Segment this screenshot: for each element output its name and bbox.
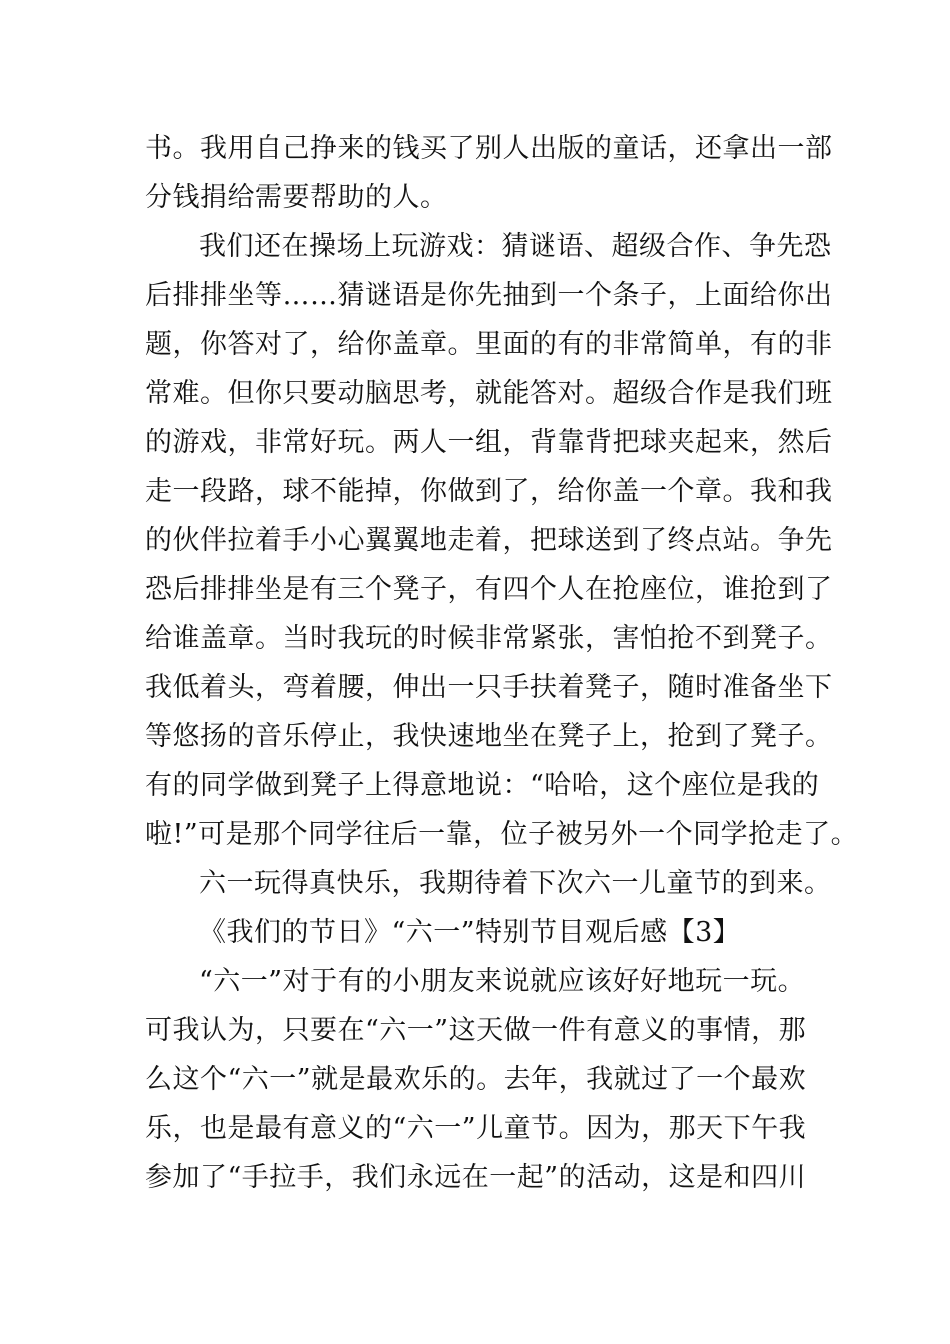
text-line: 乐，也是最有意义的“六一”儿童节。因为，那天下午我	[145, 1113, 807, 1144]
text-line: 等悠扬的音乐停止，我快速地坐在凳子上，抢到了凳子。	[145, 721, 833, 752]
paragraph-start-line: 六一玩得真快乐，我期待着下次六一儿童节的到来。	[199, 868, 832, 899]
text-line: 题，你答对了，给你盖章。里面的有的非常简单，有的非	[145, 329, 833, 360]
text-line: 啦!”可是那个同学往后一靠，位子被另外一个同学抢走了。	[145, 819, 859, 850]
text-line: 参加了“手拉手，我们永远在一起”的活动，这是和四川	[145, 1162, 807, 1193]
text-line: 常难。但你只要动脑思考，就能答对。超级合作是我们班	[145, 378, 833, 409]
text-line: 有的同学做到凳子上得意地说：“哈哈，这个座位是我的	[145, 770, 820, 801]
text-line: 可我认为，只要在“六一”这天做一件有意义的事情，那	[145, 1015, 807, 1046]
text-line: 分钱捐给需要帮助的人。	[145, 182, 448, 213]
text-line: 我低着头，弯着腰，伸出一只手扶着凳子，随时准备坐下	[145, 672, 833, 703]
text-line: 的游戏，非常好玩。两人一组，背靠背把球夹起来，然后	[145, 427, 833, 458]
text-line: 给谁盖章。当时我玩的时候非常紧张，害怕抢不到凳子。	[145, 623, 833, 654]
essay-text	[145, 124, 859, 1202]
text-line: 的伙伴拉着手小心翼翼地走着，把球送到了终点站。争先	[145, 525, 833, 556]
text-line: 后排排坐等……猜谜语是你先抽到一个条子，上面给你出	[145, 280, 833, 311]
section-heading: 《我们的节日》“六一”特别节目观后感【3】	[199, 917, 741, 948]
text-line: 书。我用自己挣来的钱买了别人出版的童话，还拿出一部	[145, 133, 833, 164]
paragraph-start-line: 我们还在操场上玩游戏：猜谜语、超级合作、争先恐	[199, 231, 832, 262]
text-line: 么这个“六一”就是最欢乐的。去年，我就过了一个最欢	[145, 1064, 807, 1095]
text-line: 恐后排排坐是有三个凳子，有四个人在抢座位，谁抢到了	[145, 574, 833, 605]
text-line: 走一段路，球不能掉，你做到了，给你盖一个章。我和我	[145, 476, 833, 507]
paragraph-start-line: “六一”对于有的小朋友来说就应该好好地玩一玩。	[199, 966, 806, 997]
